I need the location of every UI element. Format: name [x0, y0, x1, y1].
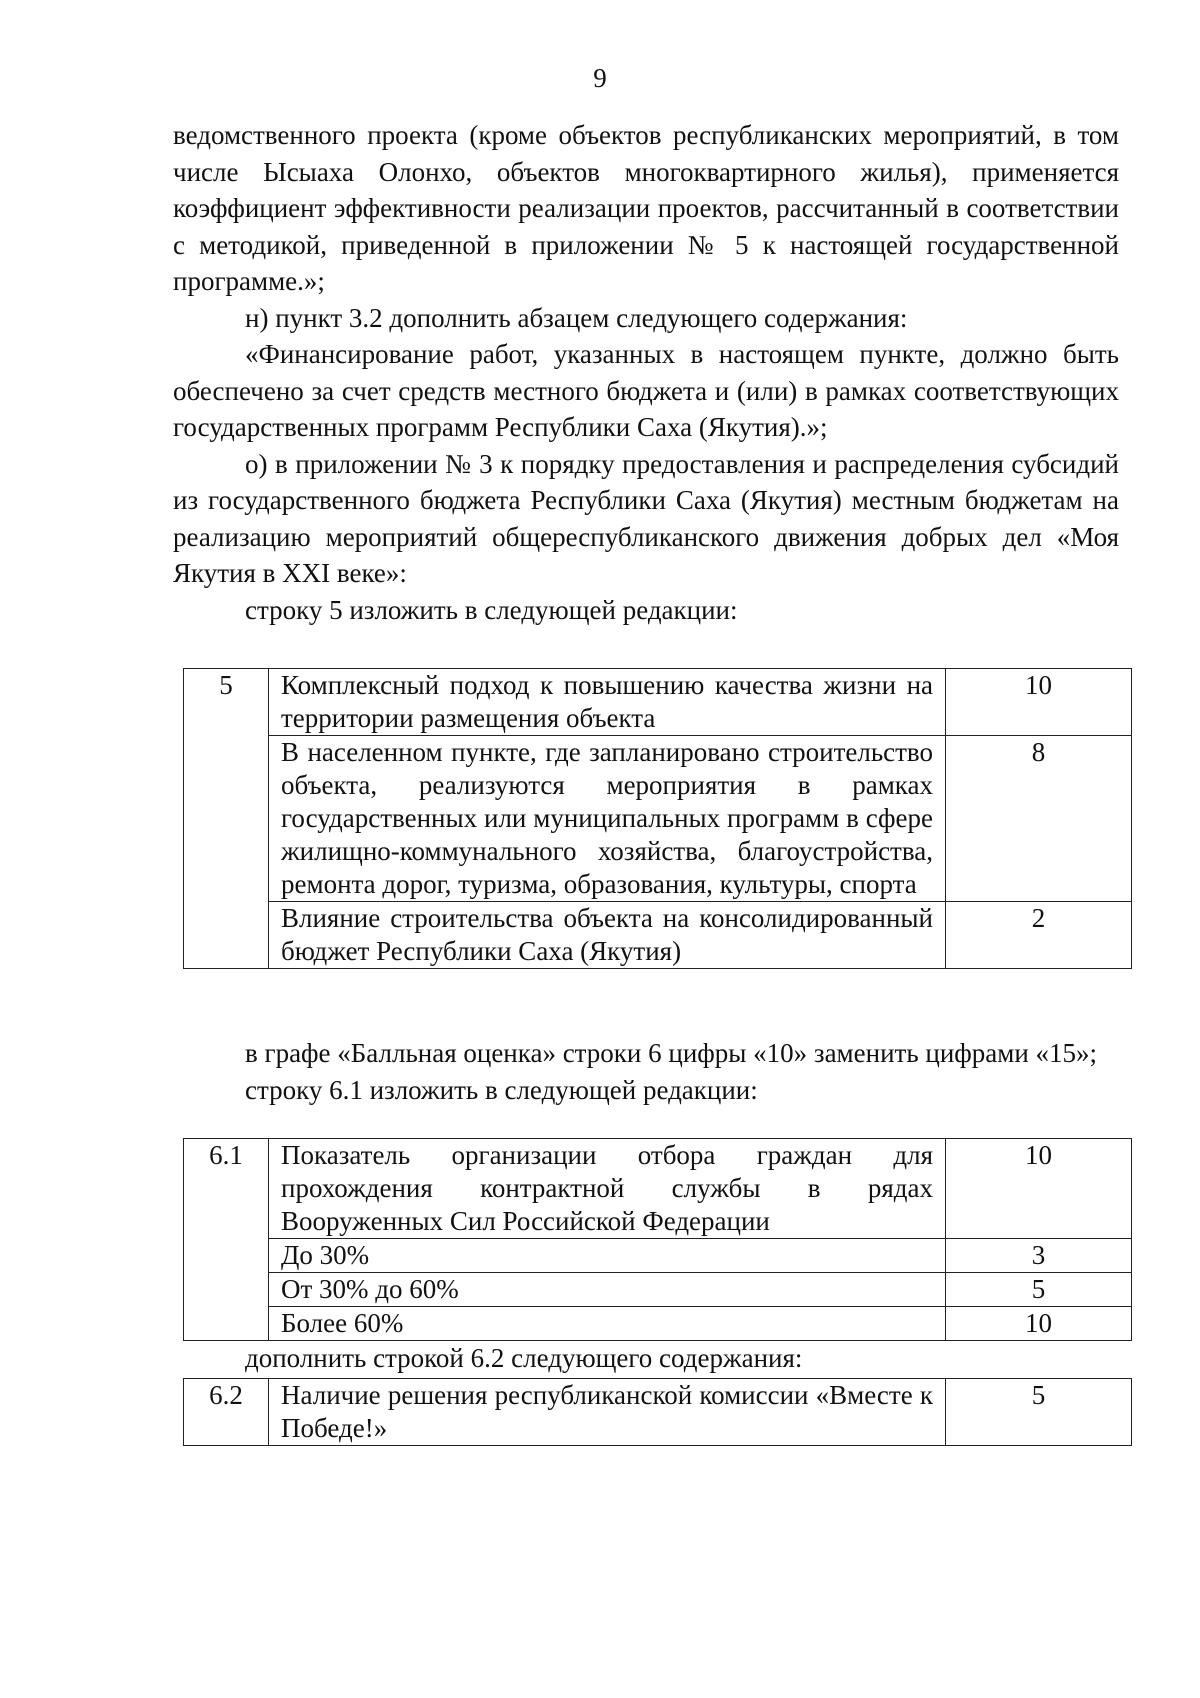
paragraph-grade-change: в графе «Балльная оценка» строки 6 цифры «10» заменить цифрами «15»;: [245, 1038, 1098, 1068]
paragraph-row61-intro: строку 6.1 изложить в следующей редакции:: [245, 1074, 758, 1105]
criterion-cell: От 30% до 60%: [269, 1273, 946, 1307]
criterion-cell: В населенном пункте, где запланировано строительство объекта, реализуются мероприятия в рамках государственных или муниципальных программ в сфере жилищно-коммунального хозяйства, благоустройства, ремонта дорог, туризма, образования, культуры, спорта: [269, 736, 946, 902]
table-row: [184, 902, 1132, 969]
score-cell: 8: [946, 736, 1132, 902]
criterion-cell: Влияние строительства объекта на консолидированный бюджет Республики Саха (Якутия): [269, 902, 946, 969]
top-text-block: [173, 117, 1119, 628]
paragraph-continuation: ведомственного проекта (кроме объектов республиканских мероприятий, в том числе Ысыаха Олонхо, объектов многоквартирного жилья), применяется коэффициент эффективности реализации проектов, рассчитанный в соответствии с методикой, приведенной в приложении № 5 к настоящей государственной программе.»;: [173, 120, 1119, 296]
paragraph-row5-intro: строку 5 изложить в следующей редакции:: [245, 594, 738, 625]
table-row-6-1: [183, 1138, 1132, 1341]
score-cell: 10: [946, 669, 1132, 736]
row-number-cell: 6.2: [184, 1379, 269, 1446]
score-cell: 3: [946, 1239, 1132, 1273]
criterion-cell: Более 60%: [269, 1307, 946, 1341]
criterion-cell: Наличие решения республиканской комиссии «Вместе к Победе!»: [269, 1379, 946, 1446]
criterion-cell: До 30%: [269, 1239, 946, 1273]
table-row: [184, 1273, 1132, 1307]
criterion-cell: Комплексный подход к повышению качества жизни на территории размещения объекта: [269, 669, 946, 736]
score-cell: 5: [946, 1273, 1132, 1307]
paragraph-item-o: о) в приложении № 3 к порядку предоставления и распределения субсидий из государственного бюджета Республики Саха (Якутия) местным бюджетам на реализацию мероприятий общереспубликанского движения добрых дел «Моя Якутия в XXI веке»:: [173, 448, 1119, 588]
paragraph-item-n: н) пункт 3.2 дополнить абзацем следующего содержания:: [245, 302, 908, 333]
lower-text-block: [173, 1340, 1119, 1377]
score-cell: 10: [946, 1139, 1132, 1239]
table-row: [184, 669, 1132, 736]
row-number-cell: 5: [184, 669, 269, 969]
page-number: 9: [593, 63, 607, 93]
row-number-cell: 6.1: [184, 1139, 269, 1341]
score-cell: 2: [946, 902, 1132, 969]
table-row: [184, 1139, 1132, 1239]
table-row: [184, 1307, 1132, 1341]
paragraph-row62-intro: дополнить строкой 6.2 следующего содержания:: [245, 1343, 803, 1373]
table-row: [184, 1239, 1132, 1273]
middle-text-block: [173, 1035, 1119, 1108]
table-row-6-2: [183, 1378, 1132, 1446]
table-row: [184, 736, 1132, 902]
paragraph-financing-quote: «Финансирование работ, указанных в настоящем пункте, должно быть обеспечено за счет средств местного бюджета и (или) в рамках соответствующих государственных программ Республики Саха (Якутия).»;: [173, 339, 1119, 442]
score-cell: 10: [946, 1307, 1132, 1341]
table-row-5: [183, 668, 1132, 969]
criterion-cell: Показатель организации отбора граждан для прохождения контрактной службы в рядах Вооруженных Сил Российской Федерации: [269, 1139, 946, 1239]
table-row: [184, 1379, 1132, 1446]
score-cell: 5: [946, 1379, 1132, 1446]
